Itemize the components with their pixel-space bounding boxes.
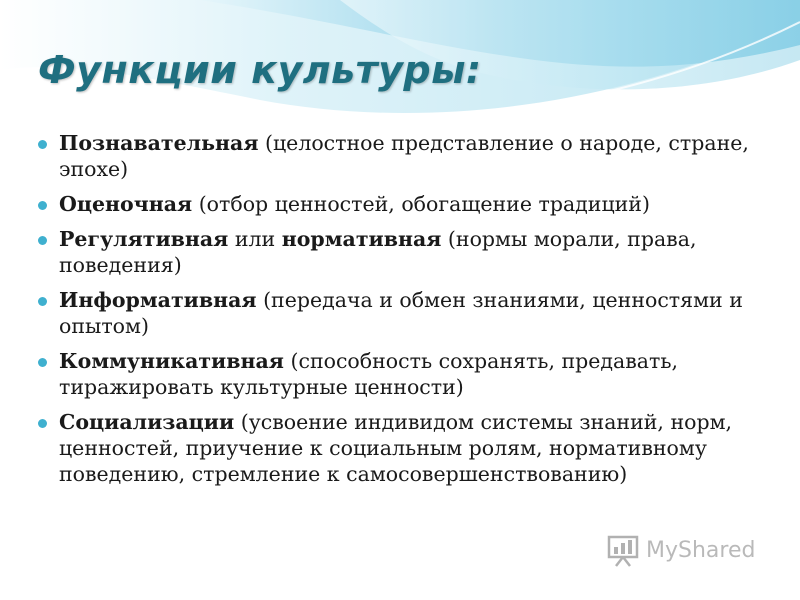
function-description: (отбор ценностей, обогащение традиций) <box>192 192 650 216</box>
bullet-icon <box>38 297 47 306</box>
watermark-text: MyShared <box>646 538 756 563</box>
list-item <box>38 130 768 182</box>
watermark-logo <box>606 534 766 568</box>
list-item <box>38 287 768 339</box>
function-term: Социализации <box>59 410 235 434</box>
bullet-icon <box>38 201 47 210</box>
functions-list <box>38 130 768 496</box>
function-term: Регулятивная <box>59 227 229 251</box>
function-description: или <box>228 227 282 251</box>
function-term: Коммуникативная <box>59 349 284 373</box>
bullet-icon <box>38 358 47 367</box>
function-term: нормативная <box>281 227 442 251</box>
slide-title: Функции культуры: <box>38 48 482 92</box>
list-item <box>38 191 768 217</box>
function-description: (передача и обмен знаниями, ценностями и опытом) <box>59 288 743 338</box>
function-description: (способность сохранять, предавать, тиражировать культурные ценности) <box>59 349 679 399</box>
function-term: Познавательная <box>59 131 259 155</box>
presentation-board-icon <box>606 534 642 568</box>
bullet-icon <box>38 419 47 428</box>
list-item <box>38 409 768 487</box>
function-description: (целостное представление о народе, стране, эпохе) <box>59 131 749 181</box>
function-description: (усвоение индивидом системы знаний, норм, ценностей, приучение к социальным ролям, нормативному поведению, стремление к самосовершенствованию) <box>59 410 733 486</box>
function-term: Информативная <box>59 288 257 312</box>
function-term: Оценочная <box>59 192 193 216</box>
function-description: (нормы морали, права, поведения) <box>59 227 697 277</box>
list-item <box>38 348 768 400</box>
list-item <box>38 226 768 278</box>
bullet-icon <box>38 140 47 149</box>
bullet-icon <box>38 236 47 245</box>
